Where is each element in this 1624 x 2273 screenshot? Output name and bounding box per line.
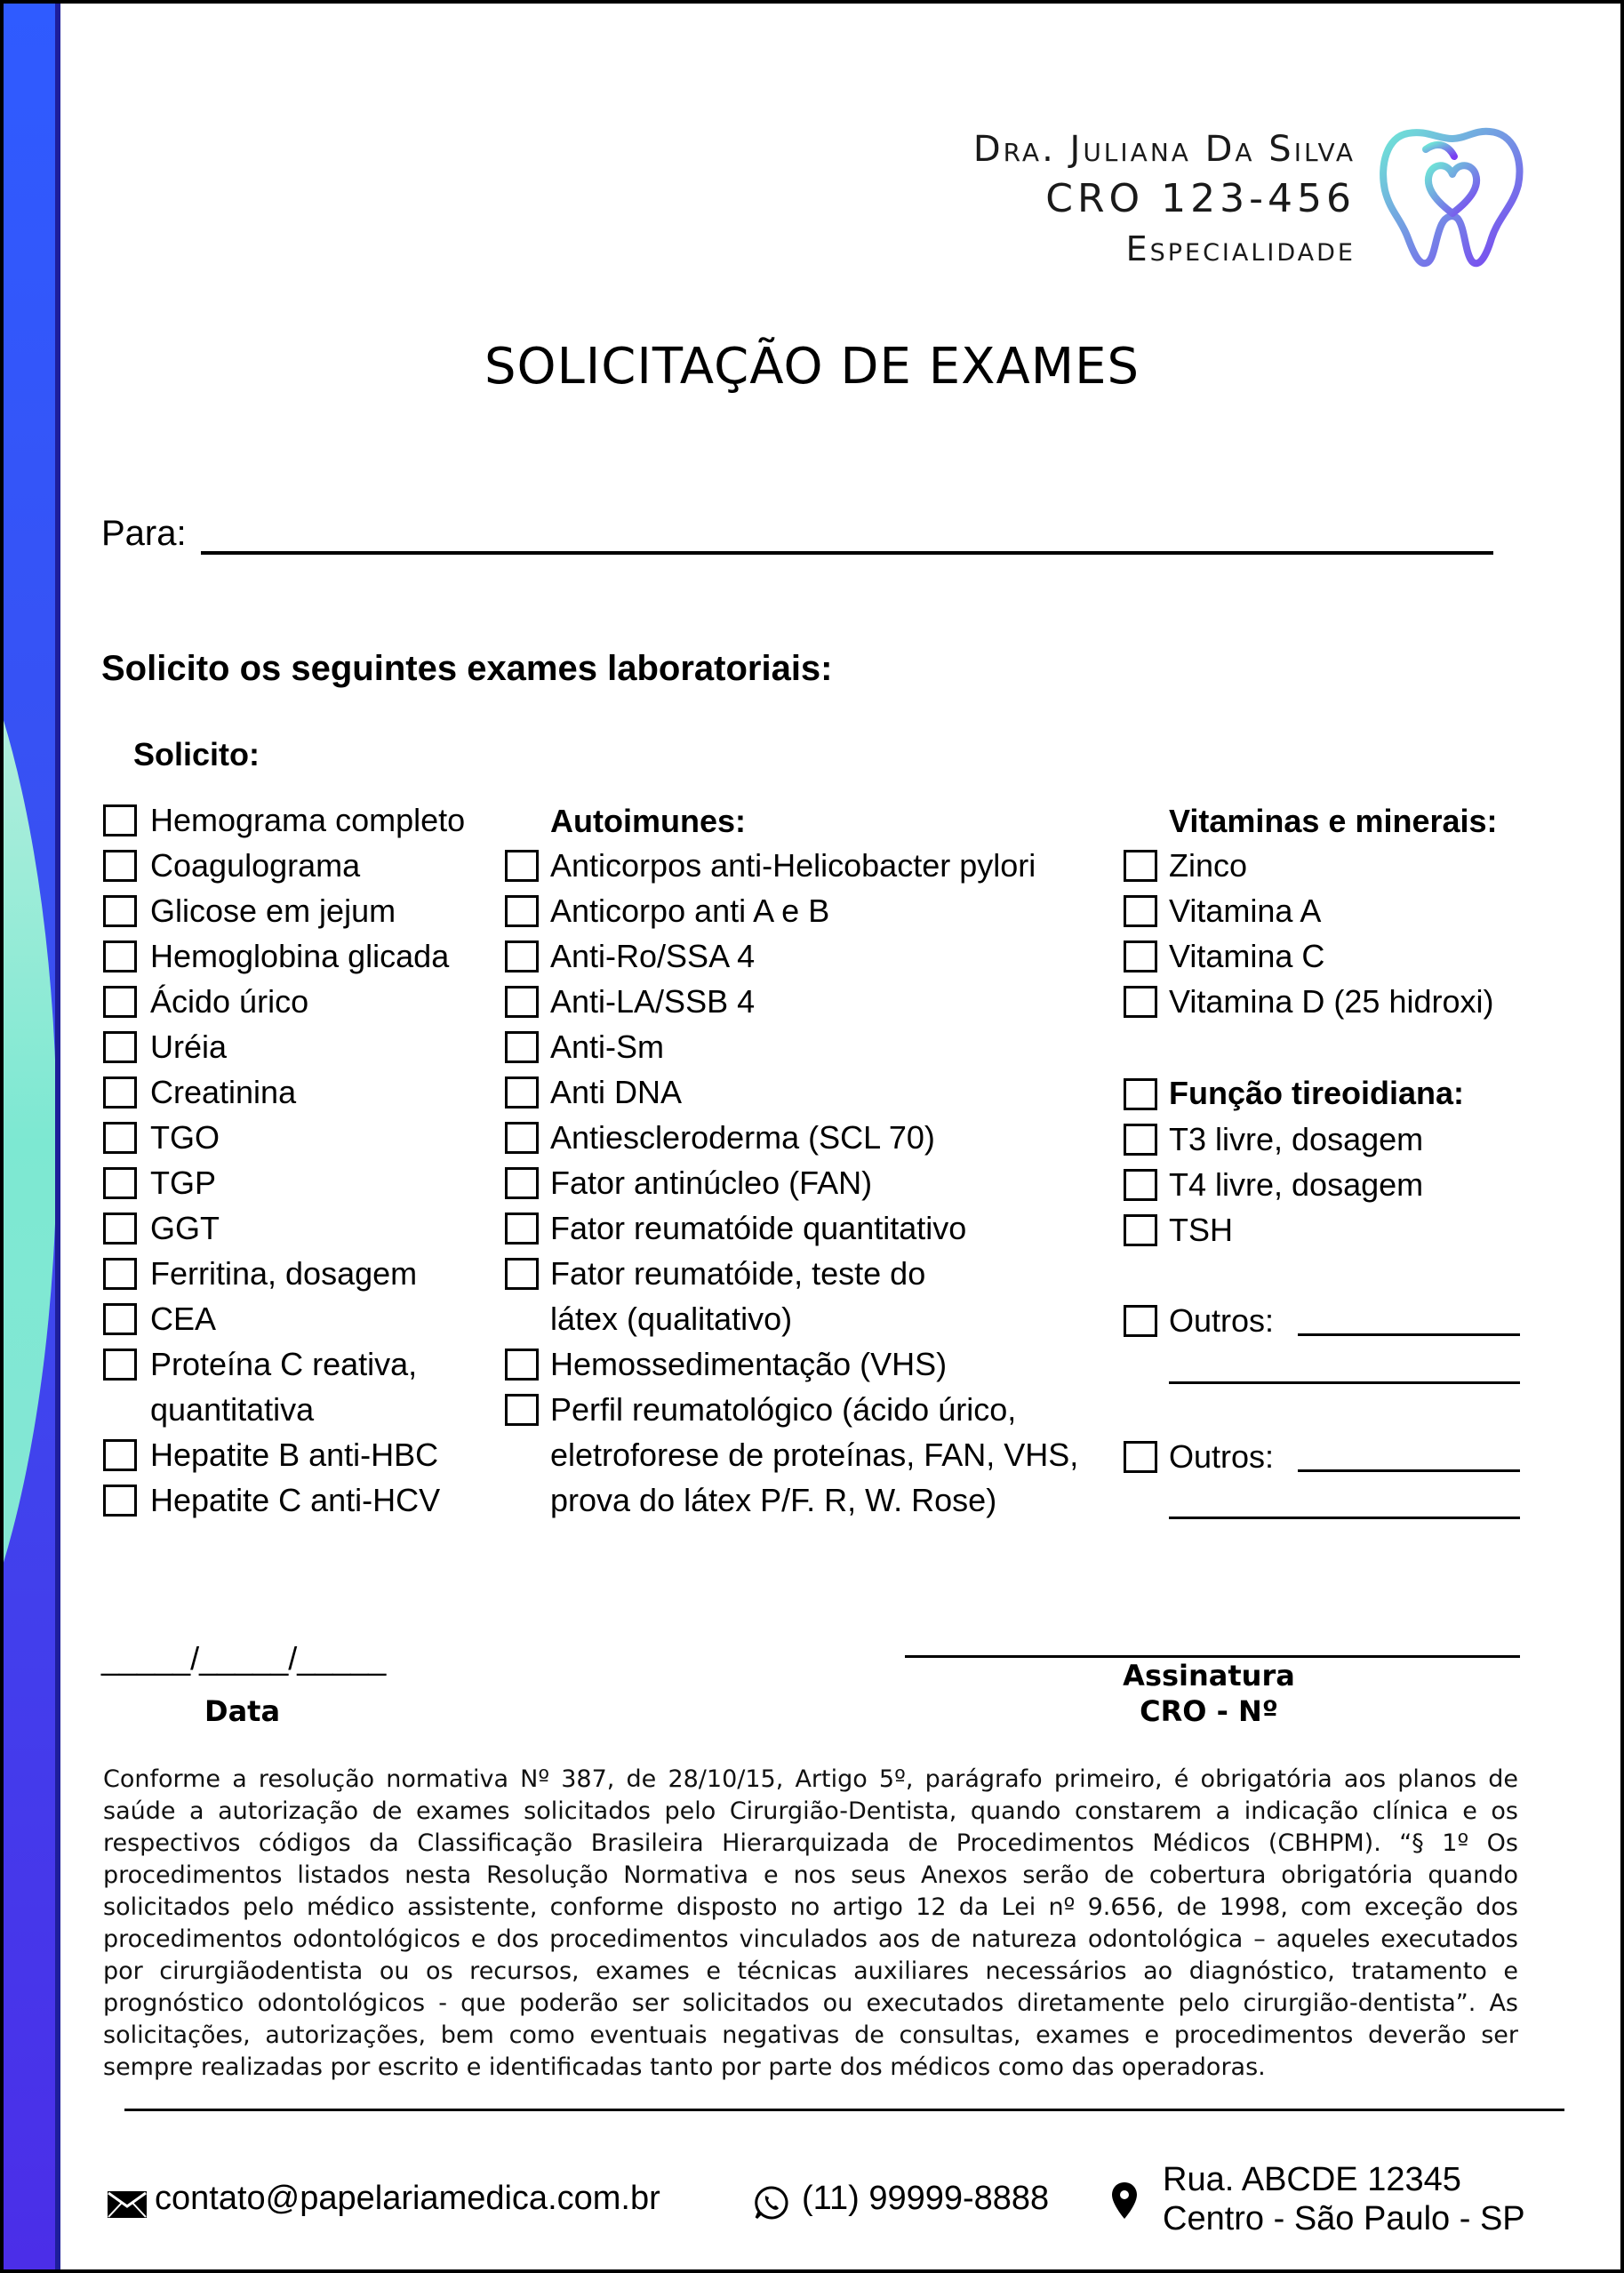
autoimunes-title: Autoimunes: — [550, 803, 746, 839]
side-stripe-arc — [4, 528, 57, 1755]
exam-label: Vitamina D (25 hidroxi) — [1169, 983, 1494, 1020]
exam-label: Coagulograma — [150, 847, 361, 884]
checkbox[interactable] — [103, 1122, 137, 1154]
location-pin-icon — [1111, 2181, 1138, 2221]
checkbox[interactable] — [505, 895, 539, 927]
checkbox[interactable] — [103, 1303, 137, 1335]
para-input-line[interactable] — [201, 551, 1493, 555]
exam-label: Anti-Ro/SSA 4 — [550, 938, 756, 974]
exam-label: GGT — [150, 1210, 220, 1246]
exam-label: TSH — [1169, 1212, 1233, 1248]
legal-notice: Conforme a resolução normativa Nº 387, de 28/10/15, Artigo 5º, parágrafo primeiro, é obrigatória aos planos de saúde a autorização de exames solicitados pelo Cirurgião-Dentista, quando constarem a indicação clínica e os respectivos códigos da Classificação Brasileira Hierarquizada de Procedimentos Médicos (CBHPM). “§ 1º Os procedimentos listados nesta Resolução Normativa e nos seus Anexos serão de cobertura obrigatória quando solicitados pelo médico assistente, conforme disposto no artigo 12 da Lei nº 9.656, de 1998, com exceção dos procedimentos odontológicos e dos procedimentos vinculados aos de natureza odontológica – aqueles executados por cirurgiãodentista ou os recursos, exames e técnicas auxiliares necessários ao diagnóstico, tratamento e prognóstico odontológicos - que poderão ser solicitados ou executados diretamente pelo cirurgião-dentista”. As solicitações, autorizações, bem como eventuais negativas de consultas, exames e procedimentos deverão ser sempre realizadas por escrito e identificadas tanto por parte dos médicos como das operadoras. — [103, 1765, 1518, 2081]
exam-label: Vitamina A — [1169, 892, 1322, 929]
footer-phone[interactable] — [754, 2180, 1074, 2224]
checkbox[interactable] — [1124, 1078, 1157, 1110]
checkbox[interactable] — [103, 1213, 137, 1245]
checkbox[interactable] — [103, 850, 137, 882]
exam-label: Fator antinúcleo (FAN) — [550, 1165, 873, 1201]
checkbox[interactable] — [505, 850, 539, 882]
envelope-icon — [107, 2190, 148, 2219]
exam-label: Glicose em jejum — [150, 892, 396, 929]
date-field[interactable]: _____/_____/_____ — [101, 1640, 387, 1677]
exam-label-continued: prova do látex P/F. R, W. Rose) — [550, 1482, 997, 1518]
checkbox[interactable] — [505, 1076, 539, 1108]
doctor-cro: CRO 123-456 — [1045, 176, 1356, 221]
exam-label: TGP — [150, 1165, 217, 1201]
checkbox[interactable] — [1124, 1305, 1157, 1337]
exam-label: T3 livre, dosagem — [1169, 1121, 1424, 1157]
checkbox[interactable] — [103, 1031, 137, 1063]
checkbox[interactable] — [103, 1439, 137, 1471]
signature-label: Assinatura — [1123, 1659, 1295, 1693]
exam-label: CEA — [150, 1301, 217, 1337]
para-label: Para: — [101, 514, 187, 553]
checkbox[interactable] — [505, 986, 539, 1018]
checkbox[interactable] — [1124, 1214, 1157, 1246]
exam-label: Anti DNA — [550, 1074, 683, 1110]
exam-label: Anti-Sm — [550, 1028, 665, 1065]
checkbox[interactable] — [1124, 1169, 1157, 1201]
checkbox[interactable] — [505, 1394, 539, 1426]
phone-text: (11) 99999-8888 — [802, 2180, 1050, 2217]
exams-heading: Solicito os seguintes exames laboratoriais: — [101, 649, 833, 688]
checkbox[interactable] — [103, 1485, 137, 1517]
exam-label: Ácido úrico — [150, 983, 309, 1020]
exam-label-continued: eletroforese de proteínas, FAN, VHS, — [550, 1437, 1079, 1473]
exam-label: Ferritina, dosagem — [150, 1255, 418, 1292]
doctor-name: Dra. Juliana Da Silva — [972, 129, 1356, 170]
checkbox[interactable] — [103, 895, 137, 927]
exam-label: Hemossedimentação (VHS) — [550, 1346, 948, 1382]
outros-label: Outros: — [1169, 1438, 1275, 1475]
outros-input-line[interactable] — [1169, 1381, 1520, 1384]
exam-label: Fator reumatóide, teste do — [550, 1255, 926, 1292]
checkbox[interactable] — [103, 804, 137, 836]
footer-address — [1111, 2160, 1538, 2249]
footer-email[interactable] — [107, 2180, 676, 2224]
outros-label: Outros: — [1169, 1302, 1275, 1339]
exam-label: Perfil reumatológico (ácido úrico, — [550, 1391, 1017, 1428]
exam-label: Antiescleroderma (SCL 70) — [550, 1119, 935, 1156]
checkbox[interactable] — [1124, 986, 1157, 1018]
signature-cro-label: CRO - Nº — [1140, 1694, 1278, 1728]
checkbox[interactable] — [103, 1167, 137, 1199]
address-line-1: Rua. ABCDE 12345 — [1163, 2161, 1461, 2198]
email-text: contato@papelariamedica.com.br — [155, 2180, 660, 2217]
exam-label-continued: látex (qualitativo) — [550, 1301, 793, 1337]
checkbox[interactable] — [1124, 1441, 1157, 1473]
exam-label: Uréia — [150, 1028, 228, 1065]
whatsapp-icon — [754, 2185, 789, 2221]
exam-label: Anticorpo anti A e B — [550, 892, 830, 929]
checkbox[interactable] — [103, 1076, 137, 1108]
exam-label: Vitamina C — [1169, 938, 1325, 974]
tireoide-title: Função tireoidiana: — [1169, 1075, 1465, 1111]
checkbox[interactable] — [505, 940, 539, 972]
footer-divider — [124, 2109, 1564, 2111]
checkbox[interactable] — [1124, 940, 1157, 972]
checkbox[interactable] — [103, 1349, 137, 1381]
exam-label: Fator reumatóide quantitativo — [550, 1210, 967, 1246]
solicito-label: Solicito: — [133, 736, 260, 772]
doctor-info — [973, 124, 1356, 274]
checkbox[interactable] — [103, 1258, 137, 1290]
exam-label: Hemograma completo — [150, 802, 466, 838]
page-title: SOLICITAÇÃO DE EXAMES — [484, 338, 1140, 396]
exam-label: Hepatite B anti-HBC — [150, 1437, 439, 1473]
exam-label: Hemoglobina glicada — [150, 938, 450, 974]
exam-label: Creatinina — [150, 1074, 297, 1110]
exam-label: Anti-LA/SSB 4 — [550, 983, 756, 1020]
outros-input-line[interactable] — [1298, 1469, 1520, 1472]
exam-label: Anticorpos anti-Helicobacter pylori — [550, 847, 1036, 884]
exam-label-continued: quantitativa — [150, 1391, 315, 1428]
outros-input-line[interactable] — [1298, 1333, 1520, 1336]
checkbox[interactable] — [1124, 850, 1157, 882]
date-label: Data — [204, 1694, 281, 1728]
checkbox[interactable] — [1124, 1124, 1157, 1156]
exam-label: Hepatite C anti-HCV — [150, 1482, 441, 1518]
checkbox[interactable] — [103, 986, 137, 1018]
doctor-specialty: Especialidade — [1125, 229, 1356, 268]
exam-label: Zinco — [1169, 847, 1248, 884]
exam-label: T4 livre, dosagem — [1169, 1166, 1424, 1203]
exam-label: Proteína C reativa, — [150, 1346, 418, 1382]
outros-input-line[interactable] — [1169, 1517, 1520, 1519]
exam-label: TGO — [150, 1119, 220, 1156]
tooth-heart-icon — [1372, 114, 1532, 274]
checkbox[interactable] — [505, 1122, 539, 1154]
checkbox[interactable] — [505, 1349, 539, 1381]
checkbox[interactable] — [505, 1213, 539, 1245]
signature-line[interactable] — [905, 1655, 1520, 1658]
vitaminas-title: Vitaminas e minerais: — [1169, 803, 1498, 839]
checkbox[interactable] — [505, 1258, 539, 1290]
checkbox[interactable] — [505, 1167, 539, 1199]
checkbox[interactable] — [103, 940, 137, 972]
address-line-2: Centro - São Paulo - SP — [1163, 2200, 1525, 2237]
checkbox[interactable] — [1124, 895, 1157, 927]
checkbox[interactable] — [505, 1031, 539, 1063]
